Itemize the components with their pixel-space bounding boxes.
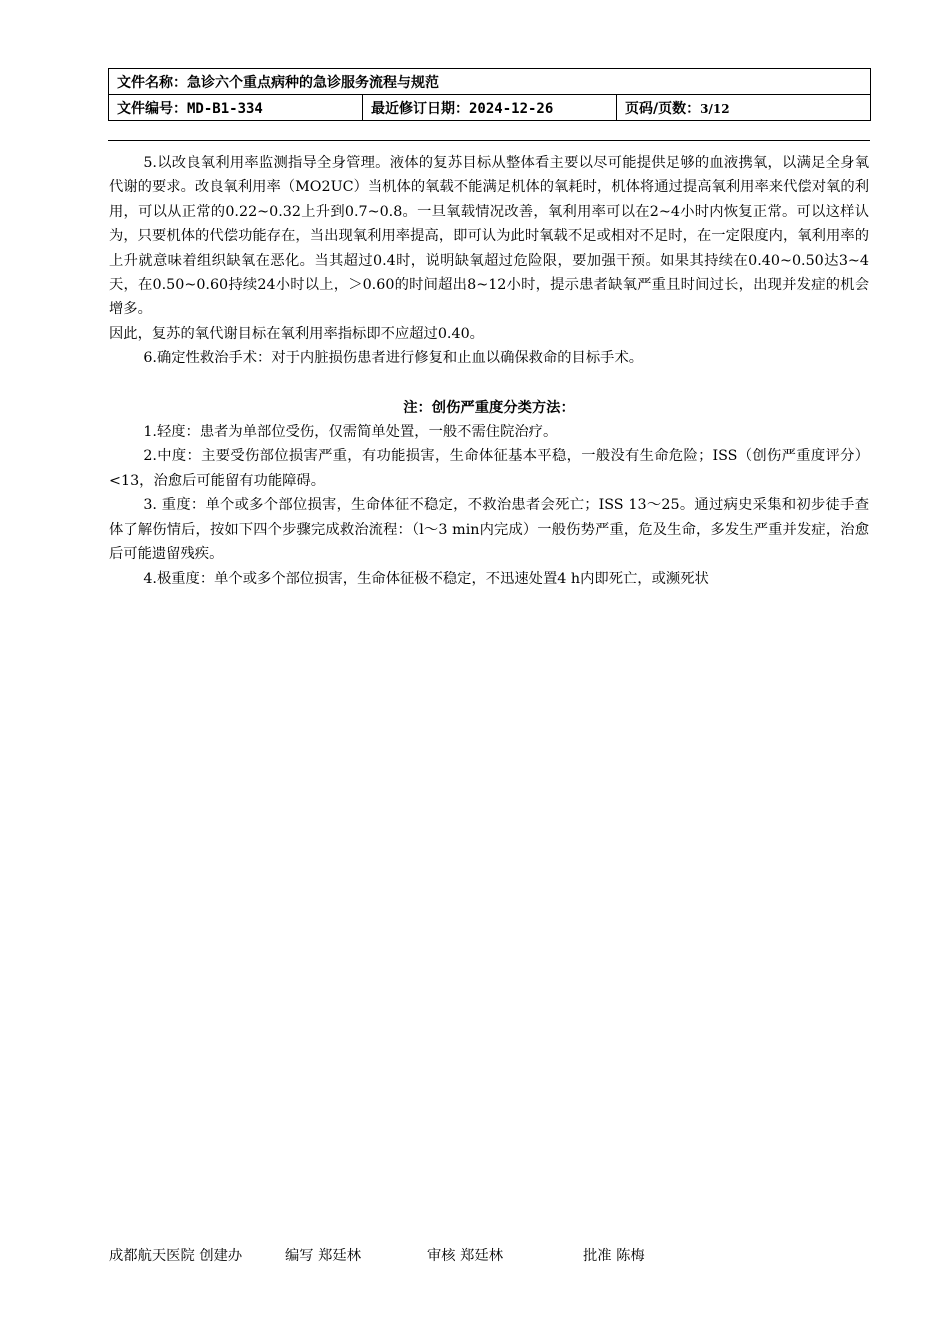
- file-name: 文件名称：急诊六个重点病种的急诊服务流程与规范: [109, 69, 871, 95]
- revision-date-cell: [363, 95, 617, 121]
- page-number-label: 页码/页数：: [625, 100, 701, 117]
- note-title: 注：创伤严重度分类方法：: [403, 399, 575, 416]
- header-row-title: [109, 69, 871, 95]
- footer-approver: 批准 陈梅: [583, 1248, 645, 1264]
- page-number-cell: [617, 95, 871, 121]
- note-item-3: 3. 重度：单个或多个部位损害，生命体征不稳定，不救治患者会死亡；ISS 13～25。通过病史采集和初步徒手查体了解伤情后，按如下四个步骤完成救治流程：（l～3 min内完成）一般伤势严重，危及生命，多发生严重并发症，治愈后可能遗留残疾。: [109, 497, 869, 563]
- file-number-label: 文件编号：: [117, 100, 187, 117]
- file-number-cell: [109, 95, 363, 121]
- footer-reviewer: 审核 郑廷林: [427, 1248, 504, 1264]
- page-number-value: 3/12: [700, 101, 730, 116]
- footer-organization: 成都航天医院 创建办: [109, 1248, 243, 1264]
- header-divider: [108, 140, 870, 141]
- note-item-1: 1.轻度：患者为单部位受伤，仅需简单处置，一般不需住院治疗。: [143, 424, 558, 441]
- paragraph-5: 5.以改良氧利用率监测指导全身管理。液体的复苏目标从整体看主要以尽可能提供足够的血液携氧，以满足全身氧代谢的要求。改良氧利用率（MO2UC）当机体的氧载不能满足机体的氧耗时，机体将通过提高氧利用率来代偿对氧的利用，可以从正常的0.22~0.32上升到0.7~0.8。一旦氧载情况改善，氧利用率可以在2~4小时内恢复正常。可以这样认为，只要机体的代偿功能存在，当出现氧利用率提高，即可认为此时氧载不足或相对不足时，在一定限度内，氧利用率的上升就意味着组织缺氧在恶化。当其超过0.4时，说明缺氧超过危险限，要加强干预。如果其持续在0.40~0.50达3~4天，在0.50~0.60持续24小时以上，＞0.60的时间超出8~12小时，提示患者缺氧严重且时间过长，出现并发症的机会增多。: [109, 155, 869, 318]
- paragraph-5-conclusion: 因此，复苏的氧代谢目标在氧利用率指标即不应超过0.40。: [109, 325, 484, 342]
- document-body: [109, 151, 869, 591]
- file-number-value: MD-B1-334: [187, 100, 263, 117]
- revision-date-value: 2024-12-26: [469, 100, 554, 117]
- note-item-4: 4.极重度：单个或多个部位损害，生命体征极不稳定，不迅速处置4 h内即死亡，或濒死状: [143, 570, 709, 587]
- paragraph-6: 6.确定性救治手术：对于内脏损伤患者进行修复和止血以确保救命的目标手术。: [143, 350, 644, 367]
- revision-date-label: 最近修订日期：: [371, 100, 469, 117]
- spacer: [109, 371, 869, 396]
- footer-author: 编写 郑廷林: [285, 1248, 362, 1264]
- note-item-2: 2.中度：主要受伤部位损害严重，有功能损害，生命体征基本平稳，一般没有生命危险；ISS（创伤严重度评分）<13，治愈后可能留有功能障碍。: [109, 448, 869, 489]
- header-row-meta: [109, 95, 871, 121]
- document-header-table: [108, 68, 871, 121]
